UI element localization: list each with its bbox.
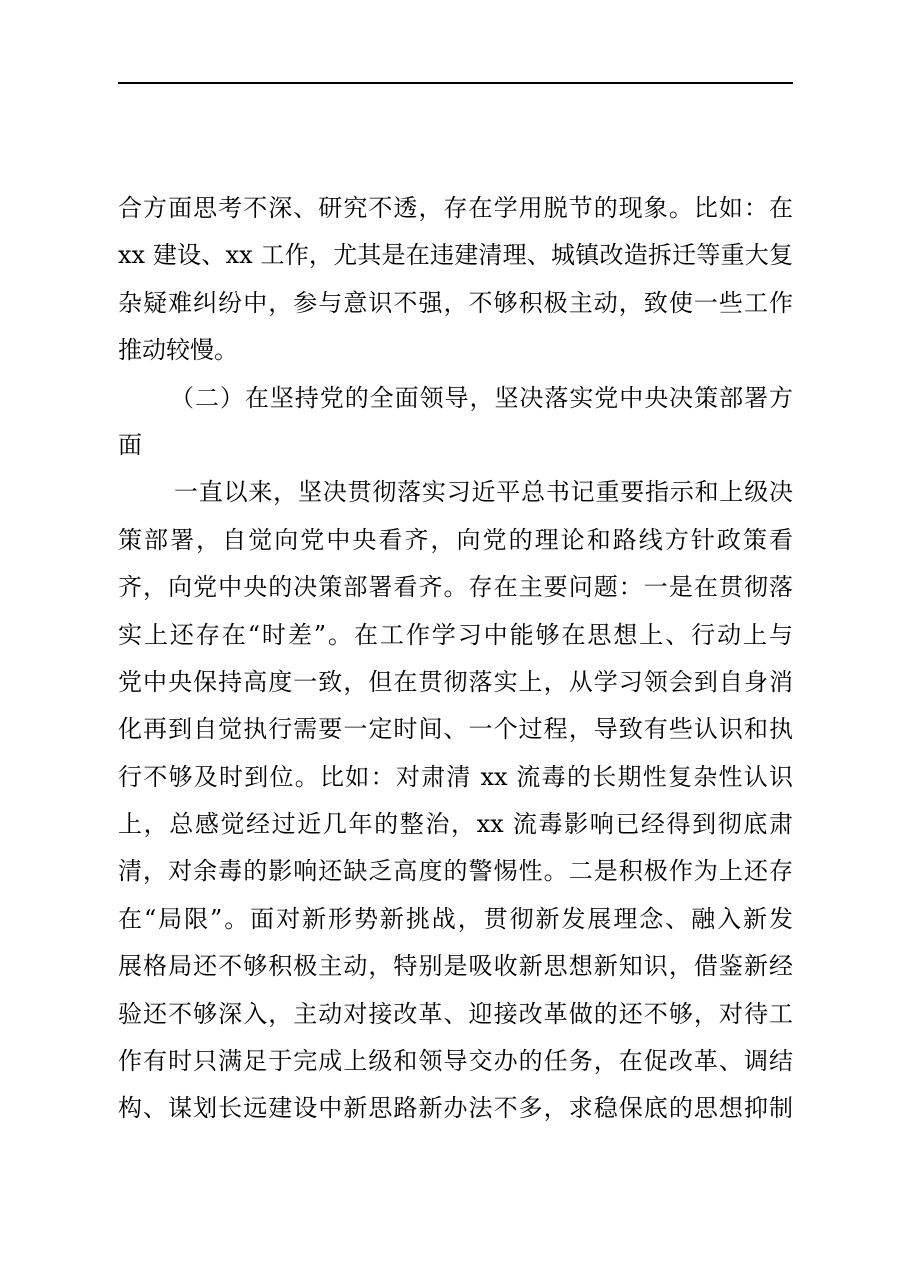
text-line: 杂疑难纠纷中，参与意识不强，不够积极主动，致使一些工作 (118, 288, 793, 317)
text-line: 一直以来，坚决贯彻落实习近平总书记重要指示和上级决 (174, 478, 793, 507)
text-line: 齐，向党中央的决策部署看齐。存在主要问题：一是在贯彻落 (118, 573, 793, 602)
text-line: 上，总感觉经过近几年的整治，xx 流毒影响已经得到彻底肃 (118, 810, 793, 839)
text-line: xx 建设、xx 工作，尤其是在违建清理、城镇改造拆迁等重大复 (118, 241, 793, 270)
text-line: 验还不够深入，主动对接改革、迎接改革做的还不够，对待工 (118, 999, 793, 1028)
text-line: 行不够及时到位。比如：对肃清 xx 流毒的长期性复杂性认识 (118, 762, 793, 791)
text-line: 作有时只满足于完成上级和领导交办的任务，在促改革、调结 (118, 1047, 793, 1076)
text-line: 在“局限”。面对新形势新挑战，贯彻新发展理念、融入新发 (118, 904, 793, 933)
body-text (118, 185, 793, 1133)
text-line: 清，对余毒的影响还缺乏高度的警惕性。二是积极作为上还存 (118, 857, 793, 886)
section-heading-line: （二）在坚持党的全面领导，坚决落实党中央决策部署方 (170, 383, 793, 412)
text-line: 构、谋划长远建设中新思路新办法不多，求稳保底的思想抑制 (118, 1094, 793, 1123)
header-rule (118, 82, 793, 84)
text-line: 实上还存在“时差”。在工作学习中能够在思想上、行动上与 (118, 620, 793, 649)
text-line: 化再到自觉执行需要一定时间、一个过程，导致有些认识和执 (118, 715, 793, 744)
text-line: 策部署，自觉向党中央看齐，向党的理论和路线方针政策看 (118, 525, 793, 554)
text-line: 推动较慢。 (118, 336, 238, 365)
section-heading-line: 面 (118, 430, 142, 459)
text-line: 展格局还不够积极主动，特别是吸收新思想新知识，借鉴新经 (118, 952, 793, 981)
text-line: 合方面思考不深、研究不透，存在学用脱节的现象。比如：在 (118, 194, 793, 222)
text-line: 党中央保持高度一致，但在贯彻落实上，从学习领会到自身消 (118, 667, 793, 696)
